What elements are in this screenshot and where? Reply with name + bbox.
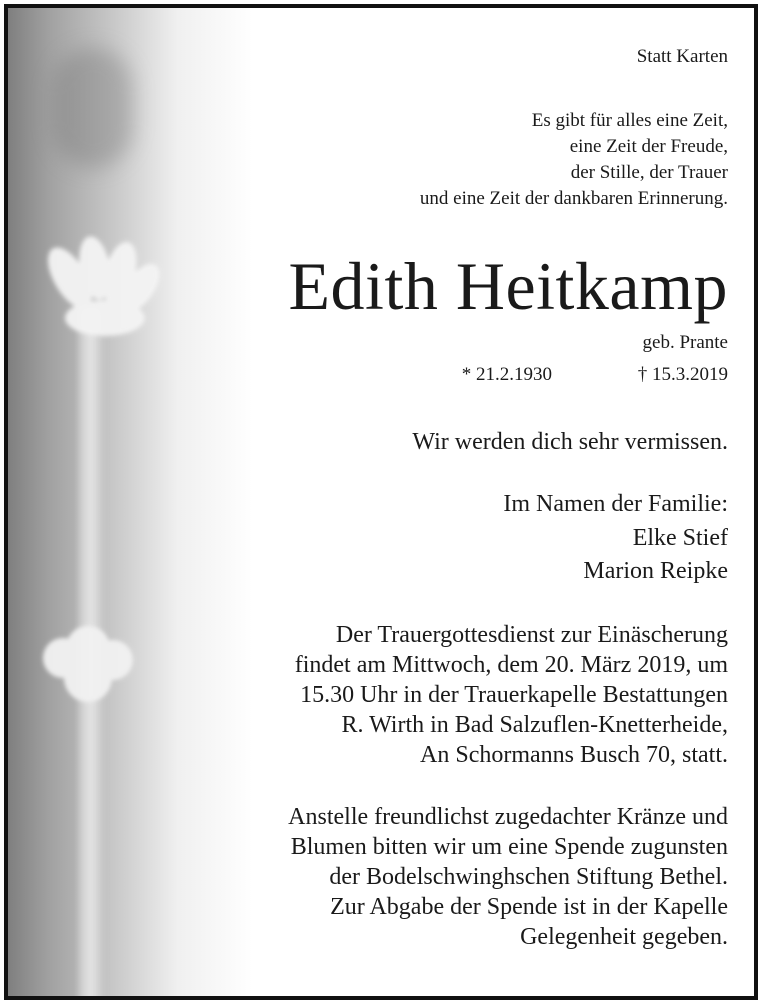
donation-line: Gelegenheit gegeben. [520,924,728,950]
donation-line: Anstelle freundlichst zugedachter Kränze und [288,804,728,830]
service-line: R. Wirth in Bad Salzuflen-Knetterheide, [341,712,728,738]
poem-line: eine Zeit der Freude, [569,136,728,157]
donation-line: Zur Abgabe der Spende ist in der Kapelle [330,894,728,920]
farewell-message: Wir werden dich sehr vermissen. [412,429,728,455]
service-line: Der Trauergottesdienst zur Einäscherung [335,622,728,648]
flower-blossom-icon [33,618,143,708]
service-line: An Schormanns Busch 70, statt. [420,742,728,768]
poem-line: und eine Zeit der dankbaren Erinnerung. [419,188,728,209]
flower-background-image [8,8,258,996]
poem-line: Es gibt für alles eine Zeit, [531,110,728,131]
family-intro: Im Namen der Familie: [503,491,728,517]
deceased-name: Edith Heitkamp [288,248,728,324]
poem-line: der Stille, der Trauer [570,162,728,183]
service-line: findet am Mittwoch, dem 20. März 2019, um [294,652,728,678]
donation-line: Blumen bitten wir um eine Spende zugunsten [290,834,728,860]
service-line: 15.30 Uhr in der Trauerkapelle Bestattungen [300,682,728,708]
flower-bud-shadow [53,48,133,168]
family-member: Elke Stief [632,525,728,551]
birth-date: * 21.2.1930 [461,364,552,385]
flower-blossom-icon [30,233,180,353]
birth-name: geb. Prante [642,332,728,353]
donation-line: der Bodelschwinghschen Stiftung Bethel. [329,864,728,890]
statt-karten-label: Statt Karten [636,46,728,67]
family-member: Marion Reipke [583,558,728,584]
death-date: † 15.3.2019 [637,364,728,385]
